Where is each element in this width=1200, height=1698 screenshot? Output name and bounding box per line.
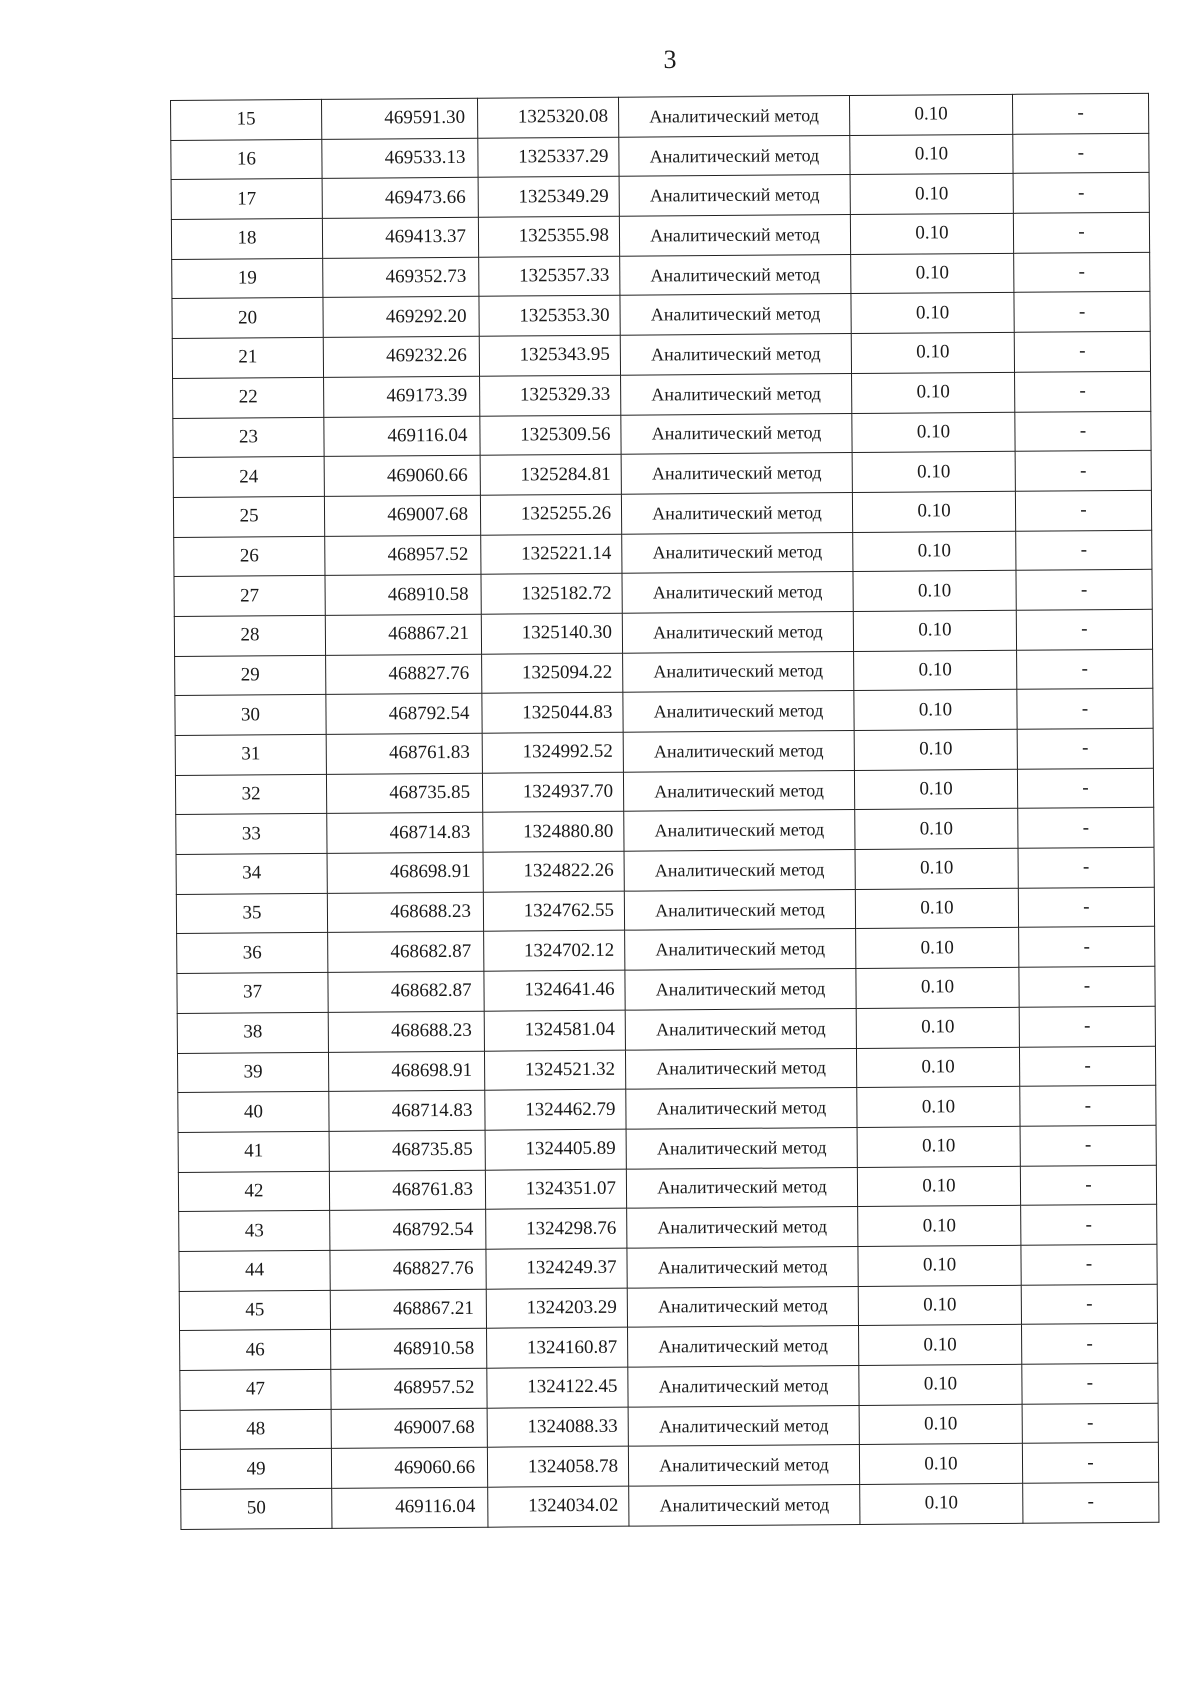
accuracy-cell: 0.10: [860, 1483, 1023, 1524]
x-coordinate-cell: 468761.83: [326, 733, 482, 774]
y-coordinate-cell: 1324702.12: [484, 931, 625, 972]
method-cell: Аналитический метод: [623, 651, 854, 692]
y-coordinate-cell: 1325182.72: [481, 573, 622, 614]
description-cell: -: [1019, 1046, 1155, 1087]
accuracy-cell: 0.10: [853, 610, 1016, 651]
method-cell: Аналитический метод: [623, 731, 854, 772]
point-number-cell: 22: [173, 377, 324, 418]
coordinates-table-wrapper: [170, 93, 1159, 1530]
x-coordinate-cell: 469292.20: [323, 297, 479, 338]
point-number-cell: 35: [176, 893, 327, 934]
x-coordinate-cell: 468957.52: [331, 1368, 487, 1409]
accuracy-cell: 0.10: [853, 571, 1016, 612]
point-number-cell: 33: [176, 814, 327, 855]
accuracy-cell: 0.10: [858, 1285, 1021, 1326]
x-coordinate-cell: 468688.23: [327, 892, 483, 933]
y-coordinate-cell: 1324581.04: [484, 1010, 625, 1051]
x-coordinate-cell: 468957.52: [325, 535, 481, 576]
x-coordinate-cell: 469116.04: [324, 416, 480, 457]
method-cell: Аналитический метод: [626, 1088, 857, 1129]
y-coordinate-cell: 1325343.95: [479, 335, 620, 376]
point-number-cell: 44: [179, 1250, 330, 1291]
method-cell: Аналитический метод: [620, 334, 851, 375]
point-number-cell: 25: [173, 496, 324, 537]
method-cell: Аналитический метод: [627, 1246, 858, 1287]
accuracy-cell: 0.10: [853, 531, 1016, 572]
x-coordinate-cell: 469413.37: [322, 217, 478, 258]
accuracy-cell: 0.10: [852, 372, 1015, 413]
x-coordinate-cell: 468698.91: [328, 1051, 484, 1092]
method-cell: Аналитический метод: [623, 770, 854, 811]
page-number: 3: [663, 45, 677, 74]
y-coordinate-cell: 1325320.08: [477, 97, 618, 138]
method-cell: Аналитический метод: [628, 1326, 859, 1367]
y-coordinate-cell: 1325353.30: [479, 296, 620, 337]
y-coordinate-cell: 1325309.56: [480, 415, 621, 456]
x-coordinate-cell: 469173.39: [324, 376, 480, 417]
description-cell: -: [1016, 530, 1152, 571]
point-number-cell: 23: [173, 417, 324, 458]
x-coordinate-cell: 469007.68: [331, 1408, 487, 1449]
method-cell: Аналитический метод: [626, 1167, 857, 1208]
accuracy-cell: 0.10: [857, 1166, 1020, 1207]
description-cell: -: [1013, 173, 1149, 214]
description-cell: -: [1021, 1324, 1157, 1365]
method-cell: Аналитический метод: [624, 850, 855, 891]
x-coordinate-cell: 468688.23: [328, 1011, 484, 1052]
y-coordinate-cell: 1325349.29: [478, 177, 619, 218]
point-number-cell: 46: [180, 1330, 331, 1371]
accuracy-cell: 0.10: [856, 1047, 1019, 1088]
accuracy-cell: 0.10: [854, 769, 1017, 810]
description-cell: -: [1016, 609, 1152, 650]
method-cell: Аналитический метод: [625, 1008, 856, 1049]
accuracy-cell: 0.10: [851, 293, 1014, 334]
y-coordinate-cell: 1324521.32: [484, 1050, 625, 1091]
accuracy-cell: 0.10: [849, 94, 1012, 135]
x-coordinate-cell: 469473.66: [322, 178, 478, 219]
method-cell: Аналитический метод: [619, 175, 850, 216]
point-number-cell: 49: [180, 1449, 331, 1490]
description-cell: -: [1017, 728, 1153, 769]
accuracy-cell: 0.10: [854, 650, 1017, 691]
description-cell: -: [1014, 252, 1150, 293]
method-cell: Аналитический метод: [623, 691, 854, 732]
y-coordinate-cell: 1324034.02: [488, 1486, 629, 1527]
accuracy-cell: 0.10: [859, 1364, 1022, 1405]
point-number-cell: 19: [172, 258, 323, 299]
description-cell: -: [1017, 768, 1153, 809]
accuracy-cell: 0.10: [852, 452, 1015, 493]
y-coordinate-cell: 1324122.45: [487, 1367, 628, 1408]
point-number-cell: 28: [174, 615, 325, 656]
method-cell: Аналитический метод: [625, 929, 856, 970]
accuracy-cell: 0.10: [856, 967, 1019, 1008]
x-coordinate-cell: 468682.87: [328, 971, 484, 1012]
x-coordinate-cell: 469007.68: [324, 495, 480, 536]
accuracy-cell: 0.10: [854, 729, 1017, 770]
point-number-cell: 45: [179, 1290, 330, 1331]
method-cell: Аналитический метод: [622, 532, 853, 573]
description-cell: -: [1017, 649, 1153, 690]
method-cell: Аналитический метод: [621, 453, 852, 494]
y-coordinate-cell: 1324088.33: [487, 1407, 628, 1448]
point-number-cell: 42: [178, 1171, 329, 1212]
method-cell: Аналитический метод: [628, 1365, 859, 1406]
point-number-cell: 40: [178, 1092, 329, 1133]
description-cell: -: [1013, 212, 1149, 253]
method-cell: Аналитический метод: [628, 1445, 859, 1486]
point-number-cell: 21: [172, 338, 323, 379]
x-coordinate-cell: 468735.85: [326, 773, 482, 814]
accuracy-cell: 0.10: [856, 928, 1019, 969]
description-cell: -: [1020, 1125, 1156, 1166]
accuracy-cell: 0.10: [859, 1325, 1022, 1366]
accuracy-cell: 0.10: [850, 174, 1013, 215]
description-cell: -: [1019, 1006, 1155, 1047]
point-number-cell: 26: [174, 536, 325, 577]
description-cell: -: [1015, 451, 1151, 492]
accuracy-cell: 0.10: [857, 1086, 1020, 1127]
method-cell: Аналитический метод: [622, 611, 853, 652]
y-coordinate-cell: 1325044.83: [482, 693, 623, 734]
description-cell: -: [1021, 1244, 1157, 1285]
y-coordinate-cell: 1325094.22: [482, 653, 623, 694]
y-coordinate-cell: 1324992.52: [482, 732, 623, 773]
point-number-cell: 31: [175, 734, 326, 775]
y-coordinate-cell: 1325140.30: [481, 613, 622, 654]
description-cell: -: [1022, 1443, 1158, 1484]
point-number-cell: 32: [175, 774, 326, 815]
point-number-cell: 29: [175, 655, 326, 696]
accuracy-cell: 0.10: [858, 1206, 1021, 1247]
method-cell: Аналитический метод: [621, 413, 852, 454]
method-cell: Аналитический метод: [620, 294, 851, 335]
method-cell: Аналитический метод: [620, 254, 851, 295]
y-coordinate-cell: 1324203.29: [486, 1288, 627, 1329]
point-number-cell: 20: [172, 298, 323, 339]
y-coordinate-cell: 1324880.80: [483, 812, 624, 853]
point-number-cell: 30: [175, 695, 326, 736]
y-coordinate-cell: 1324462.79: [485, 1089, 626, 1130]
y-coordinate-cell: 1325284.81: [480, 454, 621, 495]
y-coordinate-cell: 1324762.55: [483, 891, 624, 932]
method-cell: Аналитический метод: [619, 135, 850, 176]
accuracy-cell: 0.10: [859, 1444, 1022, 1485]
method-cell: Аналитический метод: [626, 1127, 857, 1168]
point-number-cell: 47: [180, 1369, 331, 1410]
description-cell: -: [1022, 1363, 1158, 1404]
method-cell: Аналитический метод: [625, 1048, 856, 1089]
x-coordinate-cell: 468682.87: [328, 932, 484, 973]
method-cell: Аналитический метод: [629, 1485, 860, 1526]
y-coordinate-cell: 1325255.26: [480, 494, 621, 535]
method-cell: Аналитический метод: [622, 572, 853, 613]
description-cell: -: [1017, 689, 1153, 730]
description-cell: -: [1021, 1205, 1157, 1246]
method-cell: Аналитический метод: [628, 1405, 859, 1446]
description-cell: -: [1022, 1403, 1158, 1444]
y-coordinate-cell: 1324298.76: [486, 1208, 627, 1249]
description-cell: -: [1023, 1482, 1159, 1523]
y-coordinate-cell: 1325337.29: [478, 137, 619, 178]
point-number-cell: 38: [177, 1012, 328, 1053]
point-number-cell: 17: [171, 179, 322, 220]
x-coordinate-cell: 468735.85: [329, 1130, 485, 1171]
accuracy-cell: 0.10: [851, 332, 1014, 373]
point-number-cell: 15: [171, 99, 322, 140]
point-number-cell: 36: [177, 933, 328, 974]
point-number-cell: 18: [171, 218, 322, 259]
y-coordinate-cell: 1324058.78: [487, 1447, 628, 1488]
y-coordinate-cell: 1324160.87: [487, 1327, 628, 1368]
x-coordinate-cell: 468910.58: [325, 574, 481, 615]
description-cell: -: [1015, 411, 1151, 452]
point-number-cell: 41: [178, 1131, 329, 1172]
x-coordinate-cell: 469060.66: [324, 455, 480, 496]
x-coordinate-cell: 468867.21: [325, 614, 481, 655]
description-cell: -: [1012, 93, 1148, 134]
description-cell: -: [1018, 808, 1154, 849]
x-coordinate-cell: 468714.83: [327, 813, 483, 854]
accuracy-cell: 0.10: [852, 491, 1015, 532]
method-cell: Аналитический метод: [621, 492, 852, 533]
accuracy-cell: 0.10: [850, 134, 1013, 175]
description-cell: -: [1016, 570, 1152, 611]
method-cell: Аналитический метод: [621, 373, 852, 414]
accuracy-cell: 0.10: [854, 690, 1017, 731]
x-coordinate-cell: 468792.54: [326, 694, 482, 735]
method-cell: Аналитический метод: [625, 969, 856, 1010]
method-cell: Аналитический метод: [618, 96, 849, 137]
description-cell: -: [1019, 927, 1155, 968]
y-coordinate-cell: 1325357.33: [479, 256, 620, 297]
accuracy-cell: 0.10: [855, 809, 1018, 850]
x-coordinate-cell: 468792.54: [330, 1209, 486, 1250]
point-number-cell: 43: [179, 1211, 330, 1252]
point-number-cell: 37: [177, 972, 328, 1013]
y-coordinate-cell: 1324641.46: [484, 970, 625, 1011]
y-coordinate-cell: 1324249.37: [486, 1248, 627, 1289]
point-number-cell: 34: [176, 853, 327, 894]
accuracy-cell: 0.10: [859, 1404, 1022, 1445]
point-number-cell: 16: [171, 139, 322, 180]
description-cell: -: [1020, 1165, 1156, 1206]
method-cell: Аналитический метод: [624, 889, 855, 930]
accuracy-cell: 0.10: [850, 213, 1013, 254]
point-number-cell: 27: [174, 576, 325, 617]
y-coordinate-cell: 1324937.70: [482, 772, 623, 813]
point-number-cell: 48: [180, 1409, 331, 1450]
method-cell: Аналитический метод: [624, 810, 855, 851]
x-coordinate-cell: 469591.30: [321, 98, 477, 139]
y-coordinate-cell: 1324351.07: [485, 1169, 626, 1210]
x-coordinate-cell: 468698.91: [327, 852, 483, 893]
coordinates-table: [170, 93, 1159, 1530]
x-coordinate-cell: 468761.83: [329, 1170, 485, 1211]
x-coordinate-cell: 468827.76: [326, 654, 482, 695]
y-coordinate-cell: 1325221.14: [481, 534, 622, 575]
description-cell: -: [1019, 966, 1155, 1007]
description-cell: -: [1018, 847, 1154, 888]
y-coordinate-cell: 1324405.89: [485, 1129, 626, 1170]
x-coordinate-cell: 469116.04: [332, 1487, 488, 1528]
accuracy-cell: 0.10: [857, 1126, 1020, 1167]
y-coordinate-cell: 1324822.26: [483, 851, 624, 892]
description-cell: -: [1021, 1284, 1157, 1325]
accuracy-cell: 0.10: [856, 1007, 1019, 1048]
description-cell: -: [1015, 371, 1151, 412]
point-number-cell: 50: [181, 1488, 332, 1529]
method-cell: Аналитический метод: [627, 1286, 858, 1327]
point-number-cell: 24: [173, 457, 324, 498]
x-coordinate-cell: 469060.66: [331, 1448, 487, 1489]
x-coordinate-cell: 468827.76: [330, 1249, 486, 1290]
accuracy-cell: 0.10: [855, 888, 1018, 929]
x-coordinate-cell: 468867.21: [330, 1289, 486, 1330]
coordinates-table-body: [171, 93, 1159, 1529]
description-cell: -: [1014, 292, 1150, 333]
description-cell: -: [1015, 490, 1151, 531]
method-cell: Аналитический метод: [627, 1207, 858, 1248]
description-cell: -: [1014, 331, 1150, 372]
accuracy-cell: 0.10: [852, 412, 1015, 453]
method-cell: Аналитический метод: [619, 215, 850, 256]
point-number-cell: 39: [177, 1052, 328, 1093]
description-cell: -: [1018, 887, 1154, 928]
table-row: [181, 1482, 1159, 1529]
accuracy-cell: 0.10: [855, 848, 1018, 889]
x-coordinate-cell: 468714.83: [329, 1090, 485, 1131]
description-cell: -: [1013, 133, 1149, 174]
x-coordinate-cell: 469533.13: [322, 138, 478, 179]
description-cell: -: [1020, 1085, 1156, 1126]
y-coordinate-cell: 1325355.98: [478, 216, 619, 257]
accuracy-cell: 0.10: [858, 1245, 1021, 1286]
y-coordinate-cell: 1325329.33: [480, 375, 621, 416]
x-coordinate-cell: 469352.73: [323, 257, 479, 298]
x-coordinate-cell: 469232.26: [323, 336, 479, 377]
accuracy-cell: 0.10: [851, 253, 1014, 294]
x-coordinate-cell: 468910.58: [331, 1329, 487, 1370]
